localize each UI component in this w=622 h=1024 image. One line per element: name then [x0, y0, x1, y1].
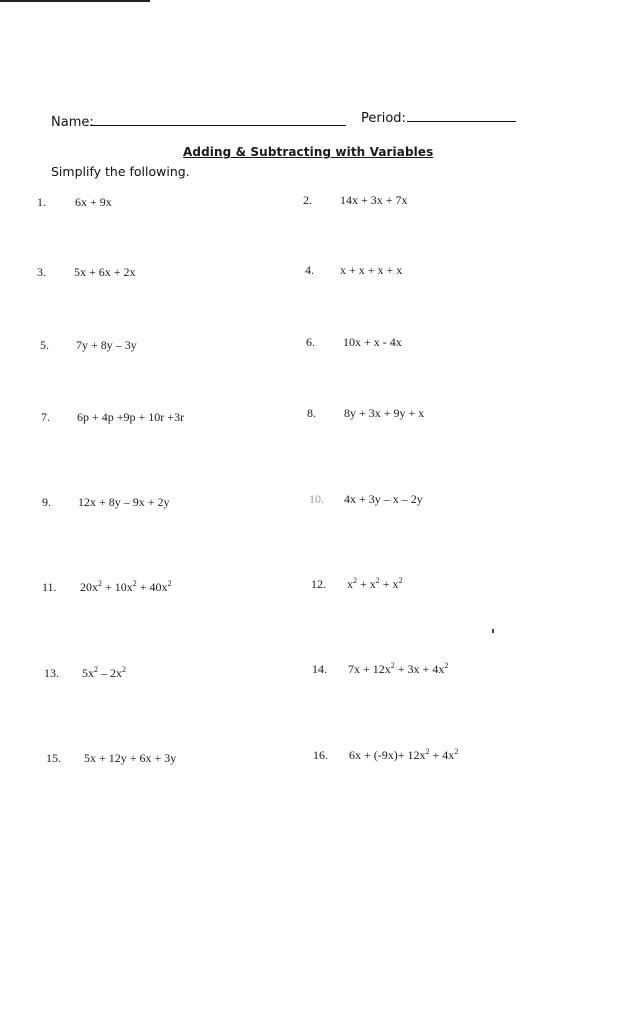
expression-term: x [347, 577, 353, 591]
expression-term: 5x + 12y + 6x + 3y [84, 751, 177, 765]
problem-expression [76, 338, 137, 353]
exponent: 2 [444, 661, 449, 670]
problem-expression [75, 195, 112, 210]
problem-number: 1. [37, 195, 46, 209]
exponent: 2 [353, 576, 357, 585]
instruction-text: Simplify the following. [51, 164, 190, 179]
problem-expression [84, 751, 176, 766]
problem-expression [77, 410, 184, 425]
expression-term: 6x + 9x [75, 195, 112, 209]
problem-number: 16. [313, 748, 328, 762]
problem-number: 4. [305, 263, 314, 277]
name-label: Name: [51, 115, 94, 130]
expression-term: 10x + x - 4x [343, 335, 402, 349]
expression-term: 7y + 8y – 3y [76, 338, 137, 352]
exponent: 2 [375, 576, 380, 585]
problem-expression [348, 662, 448, 677]
expression-term: + 40x [136, 580, 168, 594]
problem-number: 14. [312, 662, 327, 676]
problem-expression [344, 406, 424, 421]
problem-number: 8. [307, 406, 316, 420]
period-label: Period: [361, 111, 406, 126]
expression-term: 5x + 6x + 2x [74, 265, 136, 279]
exponent: 2 [425, 747, 430, 756]
expression-term: 4x + 3y – x – 2y [344, 492, 423, 506]
problem-expression [74, 265, 136, 280]
problem-expression [344, 492, 423, 507]
name-blank-line[interactable] [90, 125, 346, 126]
problem-number: 10. [309, 492, 324, 506]
expression-term: 14x + 3x + 7x [340, 193, 408, 207]
expression-term: 7x + 12x [348, 662, 391, 676]
expression-term: + 10x [102, 580, 133, 594]
expression-term: + 3x + 4x [394, 662, 445, 676]
problem-expression [80, 580, 172, 595]
problem-number: 12. [311, 577, 326, 591]
problem-expression [340, 263, 402, 278]
expression-term: x + x + x + x [340, 263, 403, 277]
expression-term: 6p + 4p +9p + 10r +3r [77, 410, 185, 424]
exponent: 2 [98, 579, 102, 588]
exponent: 2 [454, 747, 459, 756]
problem-number: 15. [46, 751, 61, 765]
exponent: 2 [132, 579, 137, 588]
problem-number: 3. [37, 265, 46, 279]
exponent: 2 [122, 665, 126, 674]
problem-number: 11. [42, 580, 57, 594]
problem-number: 5. [40, 338, 49, 352]
problem-number: 7. [41, 410, 50, 424]
problem-expression [349, 748, 458, 763]
period-blank-line[interactable] [407, 121, 516, 122]
expression-term: + 4x [429, 748, 455, 762]
exponent: 2 [167, 579, 172, 588]
problem-expression [82, 666, 126, 681]
top-rule [0, 0, 150, 2]
problem-number: 6. [306, 335, 315, 349]
exponent: 2 [94, 665, 98, 674]
expression-term: – 2x [98, 666, 122, 680]
expression-term: 6x + (-9x)+ 12x [349, 748, 426, 762]
exponent: 2 [390, 661, 395, 670]
problem-number: 9. [42, 495, 51, 509]
expression-term: 8y + 3x + 9y + x [344, 406, 425, 420]
expression-term: 5x [82, 666, 94, 680]
scan-speck [492, 629, 494, 633]
expression-term: 12x + 8y – 9x + 2y [78, 495, 170, 509]
expression-term: 20x [80, 580, 98, 594]
exponent: 2 [398, 576, 403, 585]
problem-expression [78, 495, 170, 510]
worksheet-title: Adding & Subtracting with Variables [183, 145, 434, 159]
problem-expression [343, 335, 402, 350]
problem-expression [340, 193, 408, 208]
problem-number: 2. [303, 193, 312, 207]
expression-term: + x [357, 577, 376, 591]
problem-expression [347, 577, 403, 592]
expression-term: + x [379, 577, 399, 591]
problem-number: 13. [44, 666, 59, 680]
